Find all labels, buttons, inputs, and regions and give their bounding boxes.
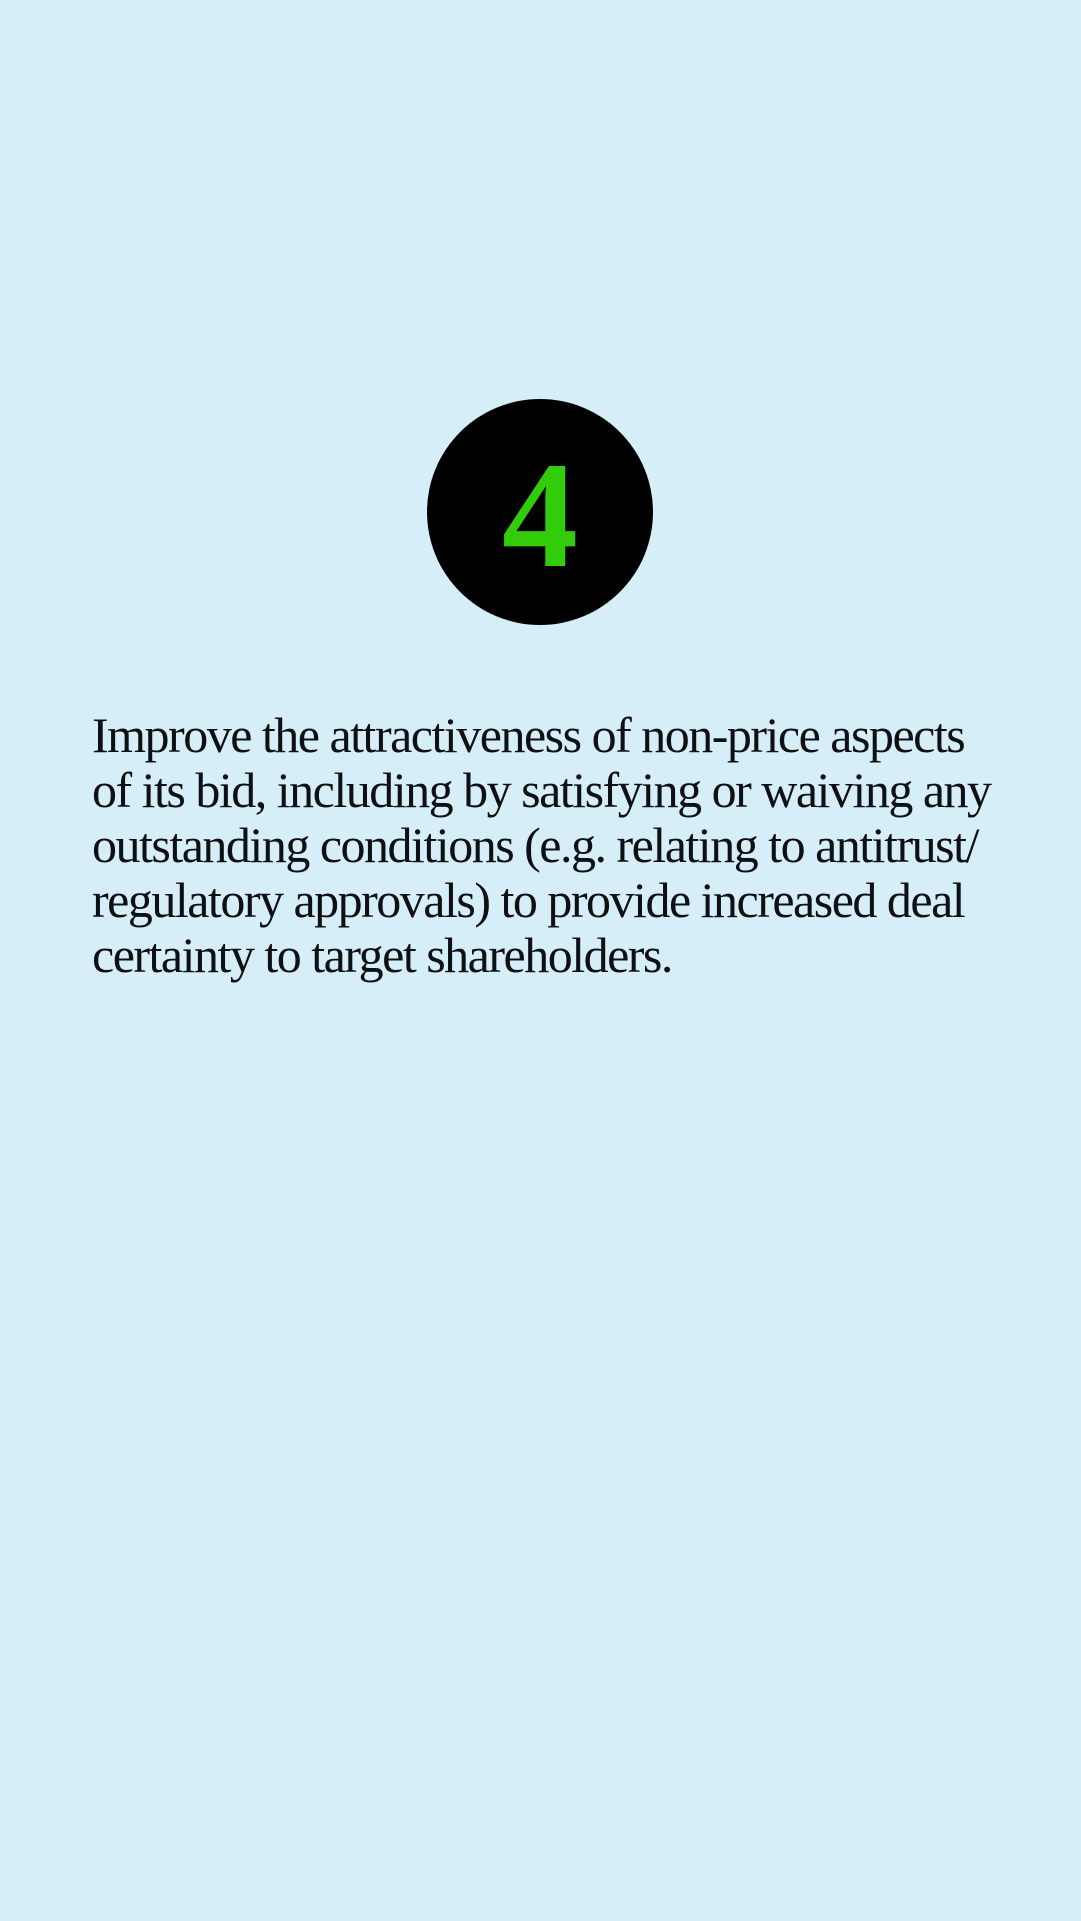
step-description-line: of its bid, including by satisfying or waiving any [92,762,991,818]
step-description-line: Improve the attractiveness of non-price aspects [92,707,965,763]
step-number-badge [427,399,653,625]
step-description-line: certainty to target shareholders. [92,927,672,983]
step-description-line: regulatory approvals) to provide increased deal [92,872,965,928]
step-number: 4 [502,431,578,599]
step-description-line: outstanding conditions (e.g. relating to antitrust/ [92,817,978,873]
step-description [92,708,992,983]
